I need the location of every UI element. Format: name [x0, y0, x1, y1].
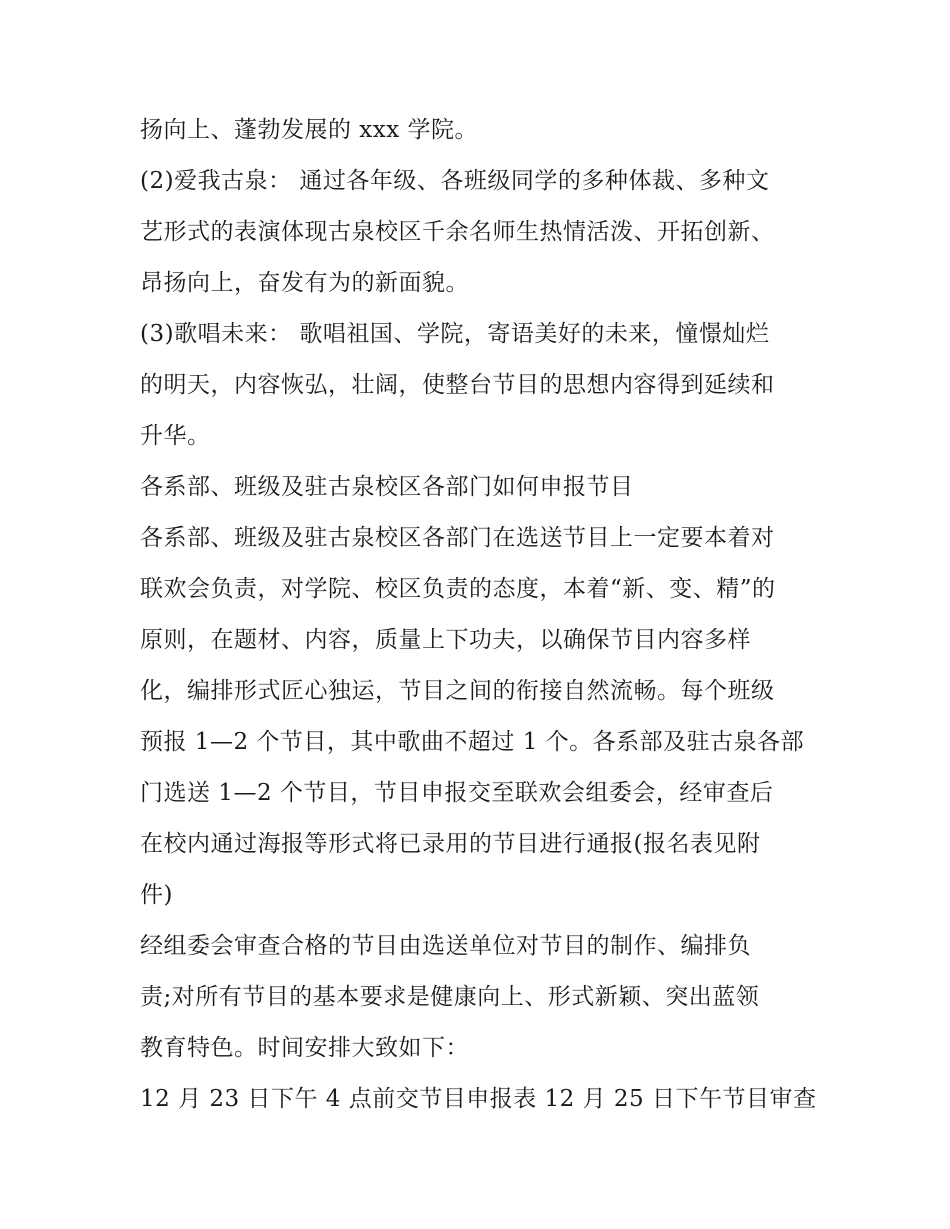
text-line: (2)爱我古泉： 通过各年级、各班级同学的多种体裁、多种文: [140, 168, 770, 194]
text-line: 扬向上、蓬勃发展的 xxx 学院。: [140, 117, 479, 143]
section-heading: 各系部、班级及驻古泉校区各部门如何申报节目: [140, 474, 634, 500]
text-line: 12 月 23 日下午 4 点前交节目申报表 12 月 25 日下午节目审查: [140, 1086, 817, 1112]
text-line: 化，编排形式匠心独运，节目之间的衔接自然流畅。每个班级: [140, 678, 775, 704]
text-line: 的明天，内容恢弘，壮阔，使整台节目的思想内容得到延续和: [140, 372, 775, 398]
text-line: 升华。: [140, 423, 211, 449]
text-line: (3)歌唱未来： 歌唱祖国、学院，寄语美好的未来，憧憬灿烂: [140, 321, 770, 347]
text-line: 原则，在题材、内容，质量上下功夫，以确保节目内容多样: [140, 627, 751, 653]
text-line: 责;对所有节目的基本要求是健康向上、形式新颖、突出蓝领: [140, 984, 760, 1010]
text-line: 教育特色。时间安排大致如下：: [140, 1035, 469, 1061]
text-line: 经组委会审查合格的节目由选送单位对节目的制作、编排负: [140, 933, 751, 959]
text-line: 门选送 1—2 个节目，节目申报交至联欢会组委会，经审查后: [140, 780, 774, 806]
text-line: 各系部、班级及驻古泉校区各部门在选送节目上一定要本着对: [140, 525, 775, 551]
text-line: 在校内通过海报等形式将已录用的节目进行通报(报名表见附: [140, 831, 761, 857]
text-line: 昂扬向上，奋发有为的新面貌。: [140, 270, 469, 296]
text-line: 艺形式的表演体现古泉校区千余名师生热情活泼、开拓创新、: [140, 219, 775, 245]
text-line: 预报 1—2 个节目，其中歌曲不超过 1 个。各系部及驻古泉各部: [140, 729, 805, 755]
text-line: 件): [140, 882, 173, 908]
text-line: 联欢会负责，对学院、校区负责的态度，本着“新、变、精”的: [140, 576, 776, 602]
